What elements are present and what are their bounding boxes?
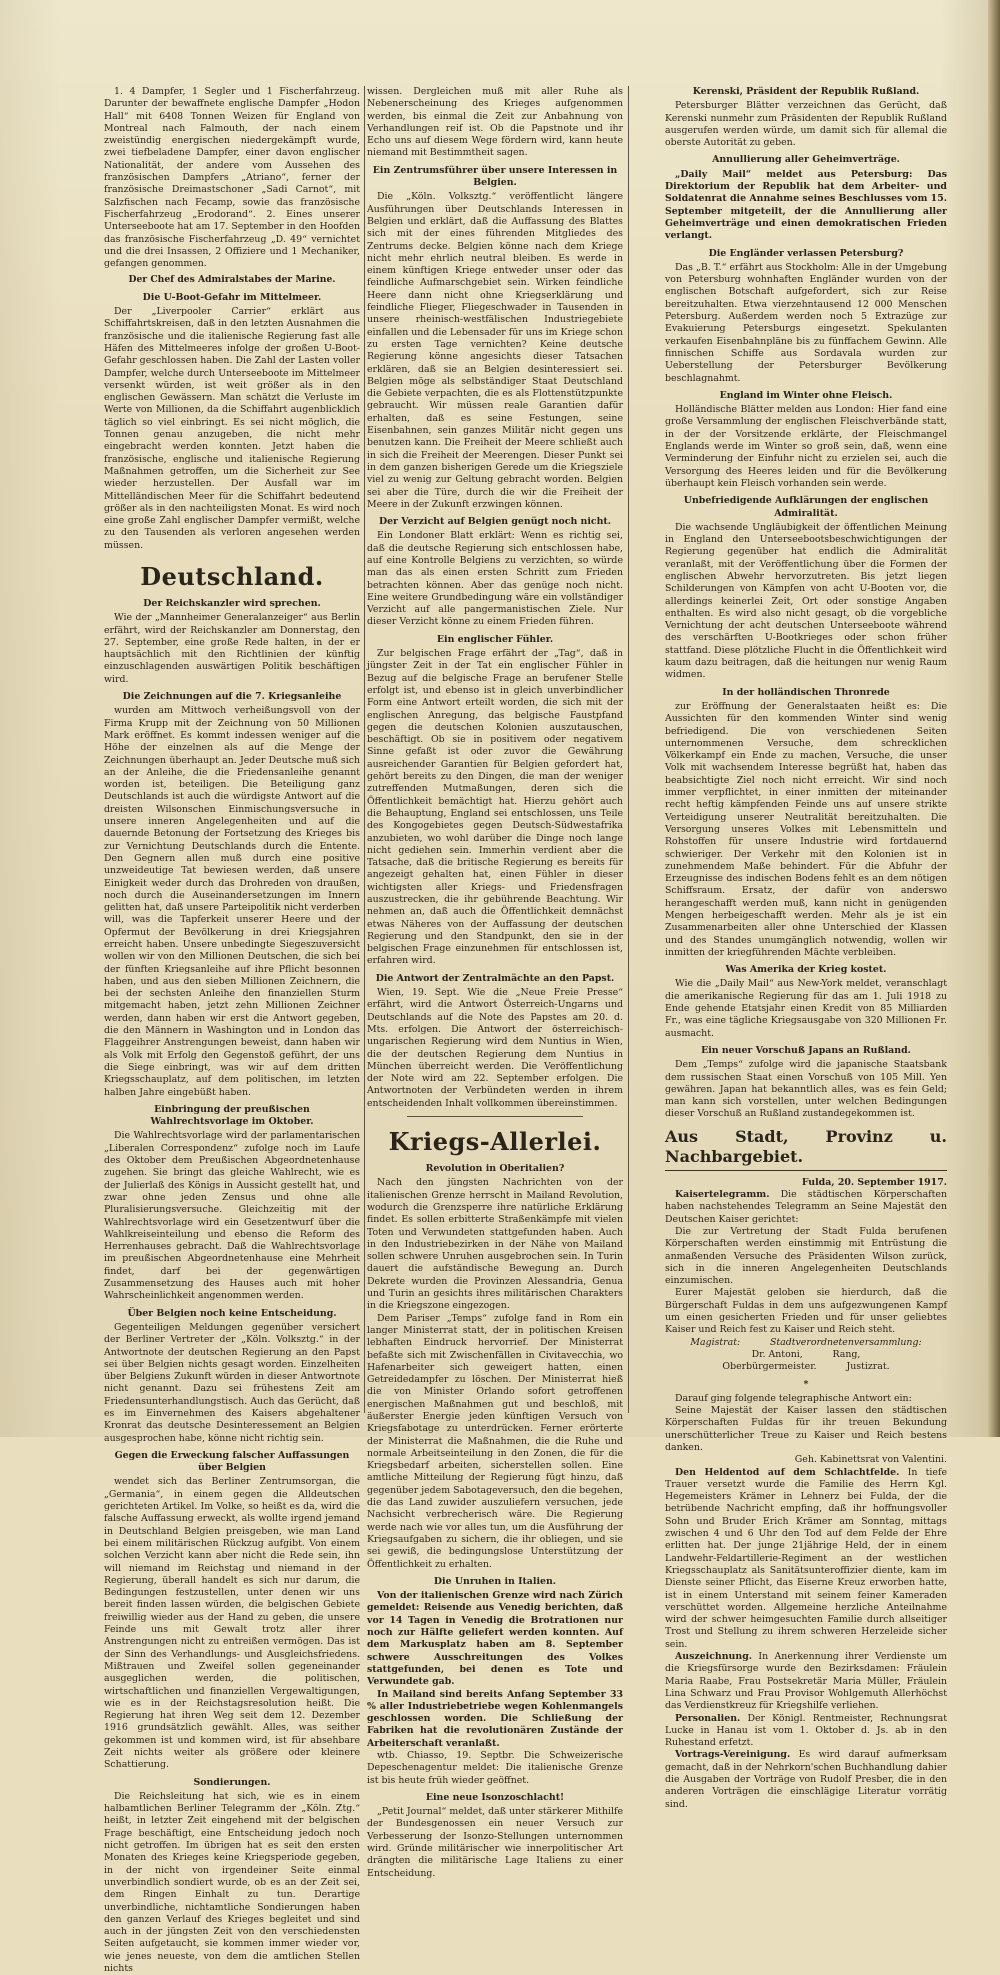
headline-kerenski: Kerenski, Präsident der Republik Rußland. xyxy=(692,86,920,97)
kaisertelegramm-text: Die städtischen Körperschaften haben nachstehendes Telegramm an Seine Majestät den Deutschen Kaiser gerichtet: xyxy=(665,1189,947,1225)
kaisertelegramm-label: Kaisertelegramm. xyxy=(675,1189,770,1201)
page-edge-shadow xyxy=(988,0,1000,1437)
article-vorschuss: Dem „Temps“ zufolge wird die japanische Staatsbank dem russischen Staat einen Vorschuß von 105 Mill. Yen gewähren. Japan hat bekanntlich alles, was es fein Geld; man kann sich vorstellen, unter welchen Bedingungen dieser Vorschuß an Rußland zustandegekommen ist. xyxy=(665,1059,947,1120)
article-kerenski: Petersburger Blätter verzeichnen das Gerücht, daß Kerenski nunmehr zum Präsidenten der Republik Rußland ausgerufen werden würde, um damit sich für allemal die oberste Autorität zu geben. xyxy=(665,100,947,149)
divider xyxy=(407,1116,583,1117)
article-petersburg: Das „B. T.“ erfährt aus Stockholm: Alle in der Umgebung von Petersburg wohnhaften Engländer wurden von der englischen Botschaft aufgefordert, sich zur Reise bereitzuhalten. Etwa vierzehntausend 12 000 Menschen Petersburg. Außerdem werden noch 5 Extrazüge zur Evakuierung Petersburgs eingesetzt. Spekulanten verkaufen Eisenbahnpläne bis zu fünffachem Gewinn. Alle finnischen Schiffe aus Sordavala wurden zur Ueberstellung der Petersburger Bevölkerung beschlagnahmt. xyxy=(665,261,947,384)
kaisertelegramm-heading xyxy=(665,1189,947,1226)
article-zentrum: Die „Köln. Volksztg.“ veröffentlicht längere Ausführungen über Deutschlands Interessen in Belgien und erklärt, daß die Auffassung des Blattes sich mit der eines führenden Mitgliedes des Zentrums decke. Belgien könne nach dem Kriege nicht mehr ehrlich neutral bleiben. Es werde in einem künftigen Kriege entweder unser oder das feindliche Aufmarschgebiet sein. Wirken feindliche Heere dann nicht ohne Kriegserklärung und feindliche Flieger, Fliegeschwader in Tausenden in unsere rheinisch-westfälischen Industriegebiete einfallen und die Lebensader für uns im Kriege schon zu ersten Tage vernichten? Keine deutsche Regierung könne angesichts dieser Tatsachen erklären, daß sie an Belgien desinteressiert sei. Belgien möge als selbständiger Staat Deutschland die Gebiete verpachten, die es als Flottenstützpunkte gebraucht. Wir müssen reale Garantien dafür erhalten, daß es seine Festungen, seine Eisenbahnen, sein ganzes Militär nicht gegen uns benutzen kann. Die Freiheit der Meere schließt auch in sich die Freiheit der Meerengen. Dieser Punkt sei in dem ganzen bisherigen Gerede um die Kriegsziele viel zu wenig zur Geltung gebracht worden. Belgien sei aber die Türe, durch die wir die Freiheit der Meere in der Zukunft erzwingen können. xyxy=(367,191,623,510)
headline-thronrede: In der holländischen Thronrede xyxy=(722,686,890,698)
article-belgien: Gegenteiligen Meldungen gegenüber versichert der Berliner Vertreter der „Köln. Volksztg.“ in der Antwortnote der deutschen Regierung an den Papst sei über Belgien nichts gesagt worden. Einzelheiten über Belgiens Zukunft würden in dieser Antwortnote nicht genannt. Dazu sei frühestens Zeit am Friedensunterhandlungstisch. Auch das Gerücht, daß es im Einvernehmen des Kaisers abgehaltener Kronrat das deutsche Desinteressement an Belgien ausgesprochen habe, könne nicht richtig sein. xyxy=(104,1321,360,1444)
article-revolution: Nach den jüngsten Nachrichten von der italienischen Grenze herrscht in Mailand Revolution, wodurch die Grenzsperre ihre natürliche Erklärung findet. Es sollen erbitterte Straßenkämpfe mit vielen Toten und Verwundeten stattgefunden haben. Auch in den Industriebezirken in der Nähe von Mailand sollen schwere Unruhen ausgebrochen sein. In Turin dauert die aufständische Bewegung an. Durch Dekrete wurden die Provinzen Alessandria, Genua und Turin an gesichts ihres militärischen Charakters in die Kriegszone eingezogen. xyxy=(367,1177,623,1312)
headline-fuehler: Ein englischer Fühler. xyxy=(436,633,554,645)
article-zentralmaechte: Wien, 19. Sept. Wie die „Neue Freie Presse“ erfährt, wird die Antwort Österreich-Ungarns und Deutschlands auf die Note des Papstes am 20. d. Mts. erfolgen. Die Antwort der österreichisch-ungarischen Regierung wird dem Nuntius in Wien, die der deutschen Regierung dem Nuntius in München überreicht werden. Die Veröffentlichung der Note wird am 22. September erfolgen. Die Antwortnoten der Verbündeten werden in ihrem entscheidenden Inhalt vollkommen übereinstimmen. xyxy=(367,987,623,1109)
article-fuehler: Zur belgischen Frage erfährt der „Tag“, daß in jüngster Zeit in der Tat ein englischer Fühler in Bezug auf die belgische Frage an berufener Stelle erfolgt ist, und ebenso ist in gleich unverbindlicher Form eine Antwort erteilt worden, die sich mit der englischen Anregung, das belgische Faustpfand gegen die deutschen Kolonien auszutauschen, beschäftigt. Ob sie in positivem oder negativem Sinne gefaßt ist oder zuvor die Gewährung ausreichender Garantien für Belgien gefordert hat, gehört bereits zu den Dingen, die man der weniger zutreffenden Mutmaßungen, deren sich die Öffentlichkeit bemächtigt hat. Hierzu gehört auch die Behauptung, England sei entschlossen, uns Teile des Kongogebietes gegen Deutsch-Südwestafrika anzubieten, wo wohl darüber die Dinge noch lange nicht gediehen sein. Immerhin verdient aber die Tatsache, daß die britische Regierung es bereits für angezeigt gehalten hat, einen Fühler in dieser wichtigsten aller Kriegs- und Friedensfragen auszustrecken, die ihr gebührende Beachtung. Wir nehmen an, daß auch die Öffentlichkeit demnächst etwas Näheres von der Auffassung der deutschen Regierung und den Standpunkt, den sie in der belgischen Frage einzunehmen für entschlossen ist, erfahren wird. xyxy=(367,648,623,967)
auszeichnung-text: In Anerkennung ihrer Verdienste um die Kriegsfürsorge wurde den Bezirksdamen: Fräulein Maria Raabe, Frau Postsekretär Maria Müller, Fräulein Lina Schwarz und Frau Provisor Wohlgemuth Allerhöchst das Verdienstkreuz für Kriegshilfe verliehen. xyxy=(665,1651,948,1712)
section-title-deutschland: Deutschland. xyxy=(140,561,324,591)
article-admiralitaet: Die wachsende Ungläubigkeit der öffentlichen Meinung in England den Unterseebootsbeschwichtigungen der Regierung gegenüber hat endlich die Admiralität veranlaßt, mit der Veröffentlichung über die Formen der englischen Abwehr hervorzutreten. Bis jetzt liegen Schilderungen von Kämpfen von acht U-Booten vor, die allerdings keinerlei Zeit, Ort oder sonstige Angaben enthalten. Es wird also nicht gesagt, ob die vorgebliche Vernichtung der acht deutschen Unterseeboote während des verschärften U-Bootkrieges oder schon früher stattfand. Diese plötzliche Flucht in die Öffentlichkeit wird kaum dazu beitragen, daß die heitungen nur wenig Raum widmen. xyxy=(665,521,947,681)
headline-geheimvertraege: Annullierung aller Geheimverträge. xyxy=(712,154,900,166)
article-intro: 1. 4 Dampfer, 1 Segler und 1 Fischerfahrzeug. Darunter der bewaffnete englische Dampfer „Hodon Hall“ mit 6408 Tonnen Weizen für England von Montreal nach Falmouth, der nach einem zweistündig energischen niedergekämpft wurde, zwei tiefbeladene Dampfer, einer davon englischer Nationalität, der andere vom Aussehen des französischen Dampfers „Atriano“, ferner der französische Dreimastschoner „Sadi Carnot“, mit Salzfischen nach Fecamp, sowie das französische Fischerfahrzeug „Erodorand“. 2. Eines unserer Unterseeboote hat am 17. September in den Hoofden das französische Fischerfahrzeug „D. 49“ vernichtet und die drei Insassen, 2 Offiziere und 1 Mechaniker, gefangen genommen. xyxy=(104,86,360,270)
telegram-text-1: Die zur Vertretung der Stadt Fulda berufenen Körperschaften werden einstimmig mit Entrüstung die anmaßenden Versuche des Präsidenten Wilson zurück, sich in die inneren Angelegenheiten Deutschlands einzumischen. xyxy=(665,1225,947,1287)
signature-admiralstab: Der Chef des Admiralstabes der Marine. xyxy=(128,274,336,286)
headline-fleisch: England im Winter ohne Fleisch. xyxy=(719,389,893,401)
headline-verzicht: Der Verzicht auf Belgien genügt noch nicht. xyxy=(378,516,612,528)
heldentod-text: In tiefe Trauer versetzt wurde die Familie des Herrn Kgl. Hegemeisters Krämer in Lehnerz bei Fulda, der die betrübende Nachricht empfing, daß ihr hoffnungsvoller Sohn und Bruder Erich Krämer am Sonntag, mittags zwischen 4 und 6 Uhr den Tod auf dem Felde der Ehre erlitten hat. Der junge 21jährige Held, der in einem Landwehr-Feldartillerie-Regiment an der westlichen Kriegsschauplatz als Sanitätsunteroffizier diente, kam im Dienste seiner Pflicht, das Eiserne Kreuz erworben hatte, ist in einem Unterstand mit seinem feiner Kameraden verschüttet worden. Allgemeine herzliche Anteilnahme wird der schwer heimgesuchten Familie durch allseitiger Trost und Stellung zu ihrem schweren Herzeleide sicher sein. xyxy=(665,1466,947,1650)
column-2 xyxy=(367,86,623,1879)
article-continued: wissen. Dergleichen muß mit aller Ruhe als Nebenerscheinung des Krieges aufgenommen werden, bis einmal die Zeit zur Anbahnung von Verhandlungen reif ist. Ob die Papstnote und ihr Echo uns auf diesem Wege fördern wird, kann heute niemand mit Bestimmtheit sagen. xyxy=(367,86,623,159)
article-isonzo: „Petit Journal“ meldet, daß unter stärkerer Mithilfe der Bundesgenossen ein neuer Versuch zur Verbesserung der Isonzo-Stellungen unternommen wird. Gründe militärischer wie innerpolitischer Art drängten die militärische Lage Italiens zu einer Entscheidung. xyxy=(367,1806,623,1879)
article-uboot-gefahr: Der „Liverpooler Carrier“ erklärt aus Schiffahrtskreisen, daß in den letzten Ausnahmen die französische und die italienische Regierung fast alle Häfen des Mittelmeeres infolge der großen U-Boot-Gefahr geschlossen haben. Die Zahl der Lasten voller Dampfer, welche durch Unterseeboote im Mittelmeer versenkt würden, ist weit größer als in den englischen Gewässern. Man schätzt die Verluste im Werte von Millionen, da die Schiffahrt augenblicklich täglich so viel einbringt. Es sei nicht möglich, die Tonnen genau anzugeben, die nicht mehr eingebracht werden konnten. Jetzt haben die französische, englische und italienische Regierung Maßnahmen getroffen, um die Sicherheit zur See wieder herzustellen. Der Ausfall war im Mittelländischen Meer für die Schiffahrt bedeutend größer als in den nachteiligsten Monat. Es wird noch eine große Zahl englischer Dampfer vermißt, welche zu den Tausenden als verloren angesehen werden müssen. xyxy=(104,306,360,551)
article-amerika: Wie die „Daily Mail“ aus New-York meldet, veranschlagt die amerikanische Regierung für das am 1. Juli 1918 zu Ende gehende Etatsjahr einen Kredit von 85 Milliarden Fr., was eine tägliche Kriegsausgabe von 320 Millionen Fr. ausmacht. xyxy=(665,978,947,1039)
headline-amerika: Was Amerika der Krieg kostet. xyxy=(725,964,887,976)
headline-petersburg: Die Engländer verlassen Petersburg? xyxy=(708,247,904,259)
article-fleisch: Holländische Blätter melden aus London: Hier fand eine große Versammlung der englischen Fleischverbände statt, in der der Vorsitzende erklärte, der Fleischmangel Englands werde im Winter so groß sein, daß, wenn eine Verminderung der Einfuhr nicht zu erzielen sei, auch die Versorgung des Heeres leiden und für die Bevölkerung überhaupt kein Fleisch vorhanden sein werde. xyxy=(665,404,947,489)
article-reichskanzler: Wie der „Mannheimer Generalanzeiger“ aus Berlin erfährt, wird der Reichskanzler am Donnerstag, den 27. September, eine große Rede halten, in der er hauptsächlich mit den Richtlinien der künftig einzuschlagenden auswärtigen Politik beschäftigen wird. xyxy=(104,612,360,685)
headline-reichskanzler: Der Reichskanzler wird sprechen. xyxy=(143,597,321,609)
heldentod-label: Den Heldentod auf dem Schlachtfelde. xyxy=(675,1466,900,1478)
column-1 xyxy=(104,86,360,1975)
signature-magistrat: Magistrat: Stadtverordnetenversammlung: xyxy=(690,1336,922,1348)
column-rule-1 xyxy=(364,86,365,1413)
vortrag-paragraph xyxy=(665,1749,947,1810)
headline-uboot-gefahr: Die U-Boot-Gefahr im Mittelmeer. xyxy=(142,291,322,303)
headline-erweckung: Gegen die Erweckung falscher Auffassungen über Belgien xyxy=(114,1449,350,1474)
headline-isonzo: Eine neue Isonzoschlacht! xyxy=(425,1791,565,1803)
article-unruhen-3: wtb. Chiasso, 19. Septbr. Die Schweizerische Depeschenagentur meldet: Die italienische Grenze ist bis heute früh wieder geöffnet. xyxy=(367,1750,623,1786)
signature-names: Dr. Antoni, Rang, xyxy=(751,1348,861,1360)
section-title-stadt-provinz: Aus Stadt, Provinz u. Nachbargebiet. xyxy=(665,1127,947,1171)
telegram-text-2: Eurer Majestät geloben sie hierdurch, daß die Bürgerschaft Fuldas in dem uns aufgezwungenen Kampf um einen gesicherten Frieden und für unser geliebtes Kaiser und Reich fest zu Kaiser und Reich steht. xyxy=(665,1287,947,1336)
section-title-kriegs-allerlei: Kriegs-Allerlei. xyxy=(388,1127,602,1157)
headline-revolution: Revolution in Oberitalien? xyxy=(425,1163,565,1175)
headline-sondierungen: Sondierungen. xyxy=(193,1776,271,1788)
headline-vorschuss: Ein neuer Vorschuß Japans an Rußland. xyxy=(701,1044,911,1056)
vortrag-text: Es wird darauf aufmerksam gemacht, daß in der Nehrkorn'schen Buchhandlung dahier die Ausgaben der Vorträge von Rudolf Presber, die in den anderen Vorträgen die einschlägige Literatur vorrätig sind. xyxy=(665,1749,947,1810)
headline-wahlrecht: Einbringung der preußischen Wahlrechtsvorlage im Oktober. xyxy=(150,1103,314,1128)
auszeichnung-label: Auszeichnung. xyxy=(675,1651,753,1663)
headline-zentrum: Ein Zentrumsführer über unsere Interessen in Belgien. xyxy=(372,164,618,189)
auszeichnung-paragraph xyxy=(665,1651,947,1712)
vortrag-label: Vortrags-Vereinigung. xyxy=(675,1749,791,1761)
article-unruhen-1: Von der italienischen Grenze wird nach Zürich gemeldet: Reisende aus Venedig berichten, daß vor 14 Tagen in Venedig die Brotrationen nur noch zur Hälfte geliefert werden konnten. Auf dem Markusplatz haben am 8. September schwere Ausschreitungen des Volkes stattgefunden, bei denen es Tote und Verwundete gab. xyxy=(367,1590,623,1688)
antwort-intro: Darauf ging folgende telegraphische Antwort ein: xyxy=(675,1392,912,1404)
antwort-text: Seine Majestät der Kaiser lassen den städtischen Körperschaften Fuldas für ihr treuen Bekundung unerschütterlicher Treue zu Kaiser und Reich bestens danken. xyxy=(665,1405,947,1453)
article-thronrede: zur Eröffnung der Generalstaaten heißt es: Die Aussichten für den kommenden Winter sind wenig befriedigend. Die von verschiedenen Seiten unternommenen Versuche, dem schrecklichen Völkerkampf ein Ende zu machen, Versuche, die unser Volk mit wachsendem Interesse begrüßt hat, haben das beabsichtigte Ziel noch nicht erreicht. Wir sind noch immer verpflichtet, in einer inmitten der miteinander recht heftig kämpfenden Feinde uns auf unsere strikte Verteidigung unserer Neutralität bereitzuhalten. Die Versorgung unseres Volkes mit Lebensmitteln und Rohstoffen für unsere Industrie wird fortdauernd schwieriger. Der Verkehr mit den Kolonien ist in zunehmendem Maße behindert. Für die Abfuhr der Erzeugnisse des indischen Bodens fehlt es an dem nötigen Schiffsraum. Ersatz, der dafür von anderswo herangeschafft werden muß, kann nicht in genügenden Mengen herbeigeschafft werden. Mehr als je ist ein Zusammenarbeiten aller ohne Unterschied der Klassen und des Standes unumgänglich notwendig, wollen wir inmitten der kriegführenden Mächte verbleiben. xyxy=(665,700,947,958)
article-geheimvertraege: „Daily Mail“ meldet aus Petersburg: Das Direktorium der Republik hat dem Arbeiter- und Soldatenrat die Annahme seines Beschlusses vom 15. September mitgeteilt, der die Annullierung aller Geheimverträge und einen demokratischen Frieden verlangt. xyxy=(665,168,947,242)
signature-titles: Oberbürgermeister. Justizrat. xyxy=(722,1361,890,1373)
article-kriegsanleihe: wurden am Mittwoch verheißungsvoll von der Firma Krupp mit der Zeichnung von 50 Millionen Mark eröffnet. Es kommt indessen weniger auf die Höhe der einzelnen als auf die Menge der Zeichnungen überhaupt an. Jeder Deutsche muß sich an der Anleihe, die die Friedensanleihe genannt worden ist, beteiligen. Die Beteiligung ganz Deutschlands ist auch die würdigste Antwort auf die dreisten Wilsonschen Einmischungsversuche in unsere inneren Angelegenheiten und auf die dauernde Betonung der Fortsetzung des Krieges bis zur Vernichtung Deutschlands durch die Entente. Den Gegnern allen muß durch eine positive unzweideutige Tat bewiesen werden, daß unsere Einigkeit weder durch das Drohreden von draußen, noch durch die Auseinandersetzungen im Innern gelitten hat, daß unsere Parteipolitik nicht verderben will, was die Tapferkeit unserer Heere und der Opfermut der Bevölkerung in drei Kriegsjahren erreicht haben. Unsere unbedingte Siegeszuversicht wollen wir von den Millionen Deutschen, die sich bei der fünften Kriegsanleihe auf ihre Pflicht besonnen haben, und aus den sieben Millionen Zeichnern, die bei der sechsten Anleihe den finanziellen Sturm mitgemacht haben, jetzt zehn Millionen Zeichner werden, dann haben wir erst die Antwort gegeben, die den Männern in Washington und in London das Flaggeihrer Anstrengungen beweist, dann haben wir als Volk mit Erfolg den Gegenstoß geführt, der uns die Siege einbringt, was wir auf dem dritten Kriegsschauplatz, auf dem politischen, im letzten halben Jahre eingebüßt haben. xyxy=(104,705,360,1098)
headline-unruhen: Die Unruhen in Italien. xyxy=(433,1575,557,1587)
headline-admiralitaet: Unbefriedigende Aufklärungen der englischen Admiralität. xyxy=(683,495,929,519)
column-rule-2 xyxy=(628,86,629,1413)
headline-belgien: Über Belgien noch keine Entscheidung. xyxy=(127,1307,337,1319)
heldentod-paragraph xyxy=(665,1467,947,1651)
article-temps: Dem Pariser „Temps“ zufolge fand in Rom ein langer Ministerrat statt, der in politischen Kreisen lebhaften Eindruck hervorrief. Der Ministerrat befaßte sich mit Zwischenfällen in Civitavecchia, wo Hafenarbeiter sich geweigert hatten, einen Getreidedampfer zu löschen. Der Ministerrat hieß die von Minister Orlando sofort getroffenen energischen Maßnahmen gut und beschloß, mit äußerster Energie jeden künftigen Versuch von Kriegsfabotage zu unterdrücken. Ferner erörterte der Ministerrat die Maßnahmen, die die Ruhe und normale Arbeitseinteilung in den Zonen, die für die Kriegsbedarf arbeiten, sicherstellen sollen. Eine amtliche Mitteilung der Regierung fügt hinzu, daß gegenüber jedem Sabotageversuch, den die begehen, die das Land zuwider auszuliefern versuchen, jede Nachsicht verbrecherisch wäre. Die Regierung werde nach wie vor alles tun, um die Ausführung der Kriegsaufgaben zu sichern, die ihr obliegen, und sie sei gewiß, die bedingungslose Unterstützung der Öffentlichkeit zu erhalten. xyxy=(367,1312,623,1570)
article-unruhen-2: In Mailand sind bereits Anfang September 33 % aller Industriebetriebe wegen Kohlenmangels geschlossen worden. Die Schließung der Fabriken hat die revolutionären Zustände der Arbeiterschaft veranlaßt. xyxy=(367,1688,623,1749)
personalien-text: Der Königl. Rentmeister, Rechnungsrat Lucke in Hanau ist vom 1. Oktober d. Js. ab in den Ruhestand erfetzt. xyxy=(665,1712,947,1749)
column-3 xyxy=(665,86,948,1810)
article-erweckung: wendet sich das Berliner Zentrumsorgan, die „Germania“, in einem gegen die Alldeutschen gerichteten Artikel. Im Volke, so heißt es da, wird die falsche Auffassung erweckt, als wollte irgend jemand in Deutschland Belgien preisgeben, wie man Land bei einem militärischen Rückzug aufgibt. Von einem solchen Verzicht kann aber nicht die Rede sein, ihn will niemand im Reichstag und niemand in der Regierung, überall handelt es sich nur darum, die Bedingungen festzustellen, unter denen wir uns bereit finden lassen würden, die belgischen Gebiete freiwillig wieder aus der Hand zu geben, die unsere Feinde uns mit Gewalt trotz aller ihrer Anstrengungen nicht zu entreißen vermögen. Das ist der Sinn des Verhandlungs- und Ausgleichsfriedens. Mißtrauen und Zweifel sollen gegeneinander ausgeglichen werden, die politischen, wirtschaftlichen und finanziellen Vergewaltigungen, wie es in der Reichstagsresolution heißt. Die Regierung hat ihren Weg seit dem 12. Dezember 1916 grundsätzlich gewählt. Alles, was seither gekommen ist und kommen wird, ist für absehbare Zeit nichts weiter als größere oder kleinere Schattierung. xyxy=(104,1476,360,1771)
personalien-label: Personalien. xyxy=(675,1712,741,1724)
personalien-paragraph xyxy=(665,1713,947,1750)
headline-kriegsanleihe: Die Zeichnungen auf die 7. Kriegsanleihe xyxy=(122,691,342,703)
article-verzicht: Ein Londoner Blatt erklärt: Wenn es richtig sei, daß die deutsche Regierung sich entschlossen habe, auf eine Kontrolle Belgiens zu verzichten, so würde man das als einen ersten Schritt zum Frieden betrachten können. Aber das genüge noch nicht. Eine weitere Grundbedingung wäre ein vollständiger Verzicht auf alle pangermanistischen Ziele. Nur dieser Verzicht könne zu einem Frieden führen. xyxy=(367,530,623,628)
asterisk-divider: * xyxy=(803,1378,809,1390)
headline-zentralmaechte: Die Antwort der Zentralmächte an den Papst. xyxy=(375,972,615,984)
article-sondierungen: Die Reichsleitung hat sich, wie es in einem halbamtlichen Berliner Telegramm der „Köln. Ztg.“ heißt, in letzter Zeit eingehend mit der belgischen Frage beschäftigt, eine Entscheidung jedoch noch nicht getroffen. Im übrigen hat es seit den ersten Monaten des Krieges keine Kriegsperiode gegeben, in der nicht von irgendeiner Seite einmal unverbindlich sondiert wurde, ob es an der Zeit sei, dem Ringen Einhalt zu tun. Derartige unverbindliche, nichtamtliche Sondierungen haben den ganzen Verlauf des Krieges begleitet und sind auch in der jüngsten Zeit von den verschiedensten Seiten aufgetaucht, sie kommen immer wieder vor, wie jenes neueste, von dem die amtlichen Stellen nichts xyxy=(104,1790,360,1975)
signature-valentini: Geh. Kabinettsrat von Valentini. xyxy=(794,1454,947,1466)
dateline: Fulda, 20. September 1917. xyxy=(801,1176,947,1188)
article-wahlrecht: Die Wahlrechtsvorlage wird der parlamentarischen „Liberalen Correspondenz“ zufolge noch im Laufe des Oktober dem Preußischen Abgeordnetenhause zugehen. Sie bringt das gleiche Wahlrecht, wie es der Julierlaß des Königs in Aussicht gestellt hat, und zwar ohne jeden Zensus und ohne alle Pluralisierungsversuche. Gleichzeitig mit der Wahlrechtsvorlage wird ein Gesetzentwurf über die Wahlkreiseinteilung und ebenso die Reform des Herrenhauses gebracht. Daß die Wahlrechtsvorlage im preußischen Abgeordnetenhause eine Mehrheit findet, darf bei der gegenwärtigen Zusammensetzung des Hauses auch mit hoher Wahrscheinlichkeit angenommen werden. xyxy=(104,1130,360,1302)
